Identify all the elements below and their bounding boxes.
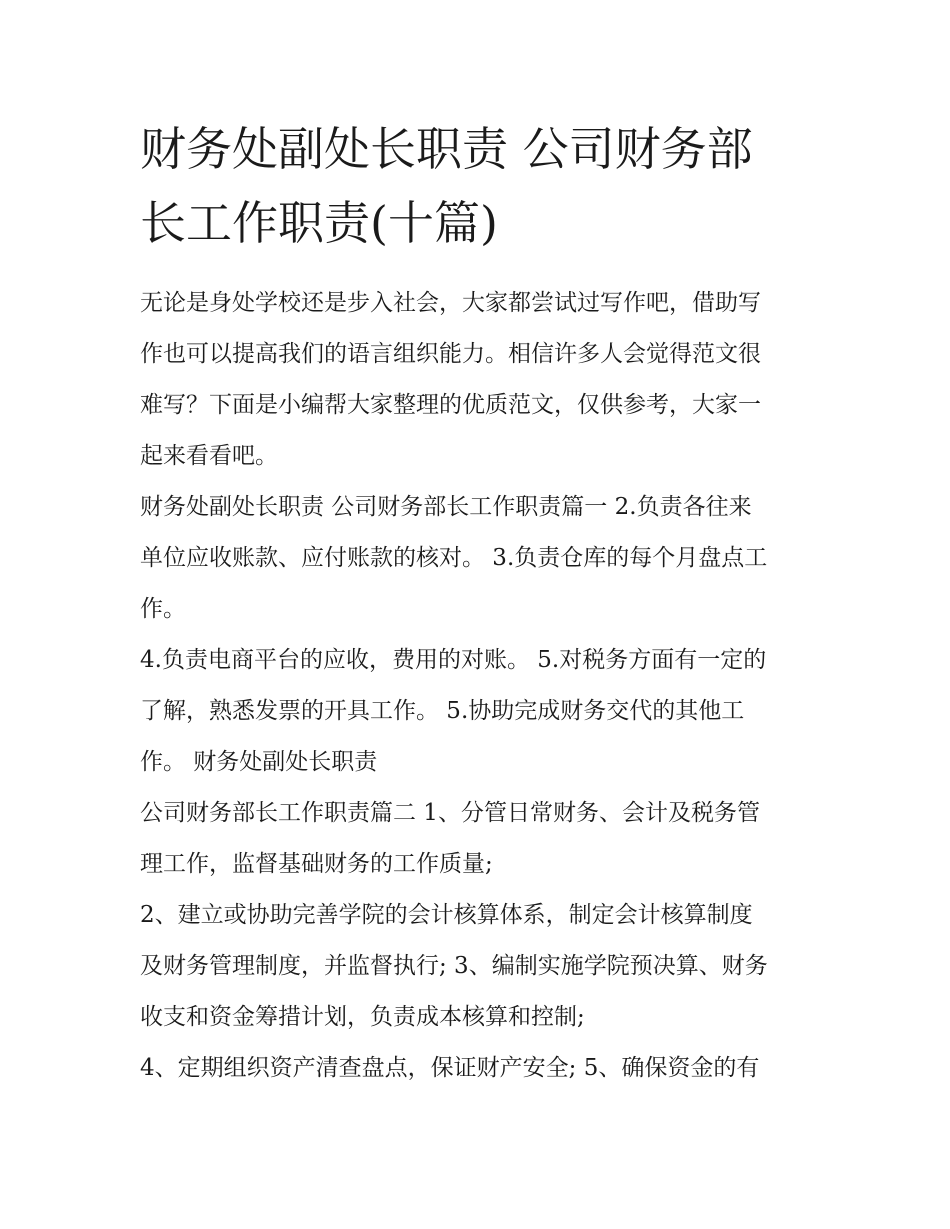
paragraph-intro	[140, 278, 830, 482]
title-line: 财务处副处长职责 公司财务部	[140, 122, 753, 176]
text-line: 及财务管理制度，并监督执行; 3、编制实施学院预决算、财务	[140, 953, 768, 979]
text-line: 难写？下面是小编帮大家整理的优质范文，仅供参考，大家一	[140, 392, 761, 418]
text-line: 作。 财务处副处长职责	[140, 749, 378, 775]
text-line: 4.负责电商平台的应收，费用的对账。 5.对税务方面有一定的	[140, 647, 767, 673]
text-line: 无论是身处学校还是步入社会，大家都尝试过写作吧，借助写	[140, 290, 761, 316]
text-line: 理工作，监督基础财务的工作质量;	[140, 851, 493, 877]
document-body	[140, 278, 830, 1094]
paragraph-section-one	[140, 482, 830, 635]
paragraph-item-2	[140, 890, 830, 1043]
paragraph-item-4-assets	[140, 1043, 830, 1094]
text-line: 财务处副处长职责 公司财务部长工作职责篇一 2.负责各往来	[140, 494, 752, 520]
text-line: 公司财务部长工作职责篇二 1、分管日常财务、会计及税务管	[140, 800, 760, 826]
text-line: 作也可以提高我们的语言组织能力。相信许多人会觉得范文很	[140, 341, 761, 367]
text-line: 作。	[140, 596, 186, 622]
text-line: 4、定期组织资产清查盘点，保证财产安全; 5、确保资金的有	[140, 1055, 760, 1081]
text-line: 收支和资金筹措计划，负责成本核算和控制;	[140, 1004, 585, 1030]
paragraph-item-4	[140, 635, 830, 788]
title-line: 长工作职责(十篇)	[140, 196, 498, 250]
text-line: 2、建立或协助完善学院的会计核算体系，制定会计核算制度	[140, 902, 753, 928]
document-title	[140, 112, 820, 260]
text-line: 了解，熟悉发票的开具工作。 5.协助完成财务交代的其他工	[140, 698, 745, 724]
text-line: 单位应收账款、应付账款的核对。 3.负责仓库的每个月盘点工	[140, 545, 768, 571]
paragraph-section-two	[140, 788, 830, 890]
text-line: 起来看看吧。	[140, 443, 278, 469]
